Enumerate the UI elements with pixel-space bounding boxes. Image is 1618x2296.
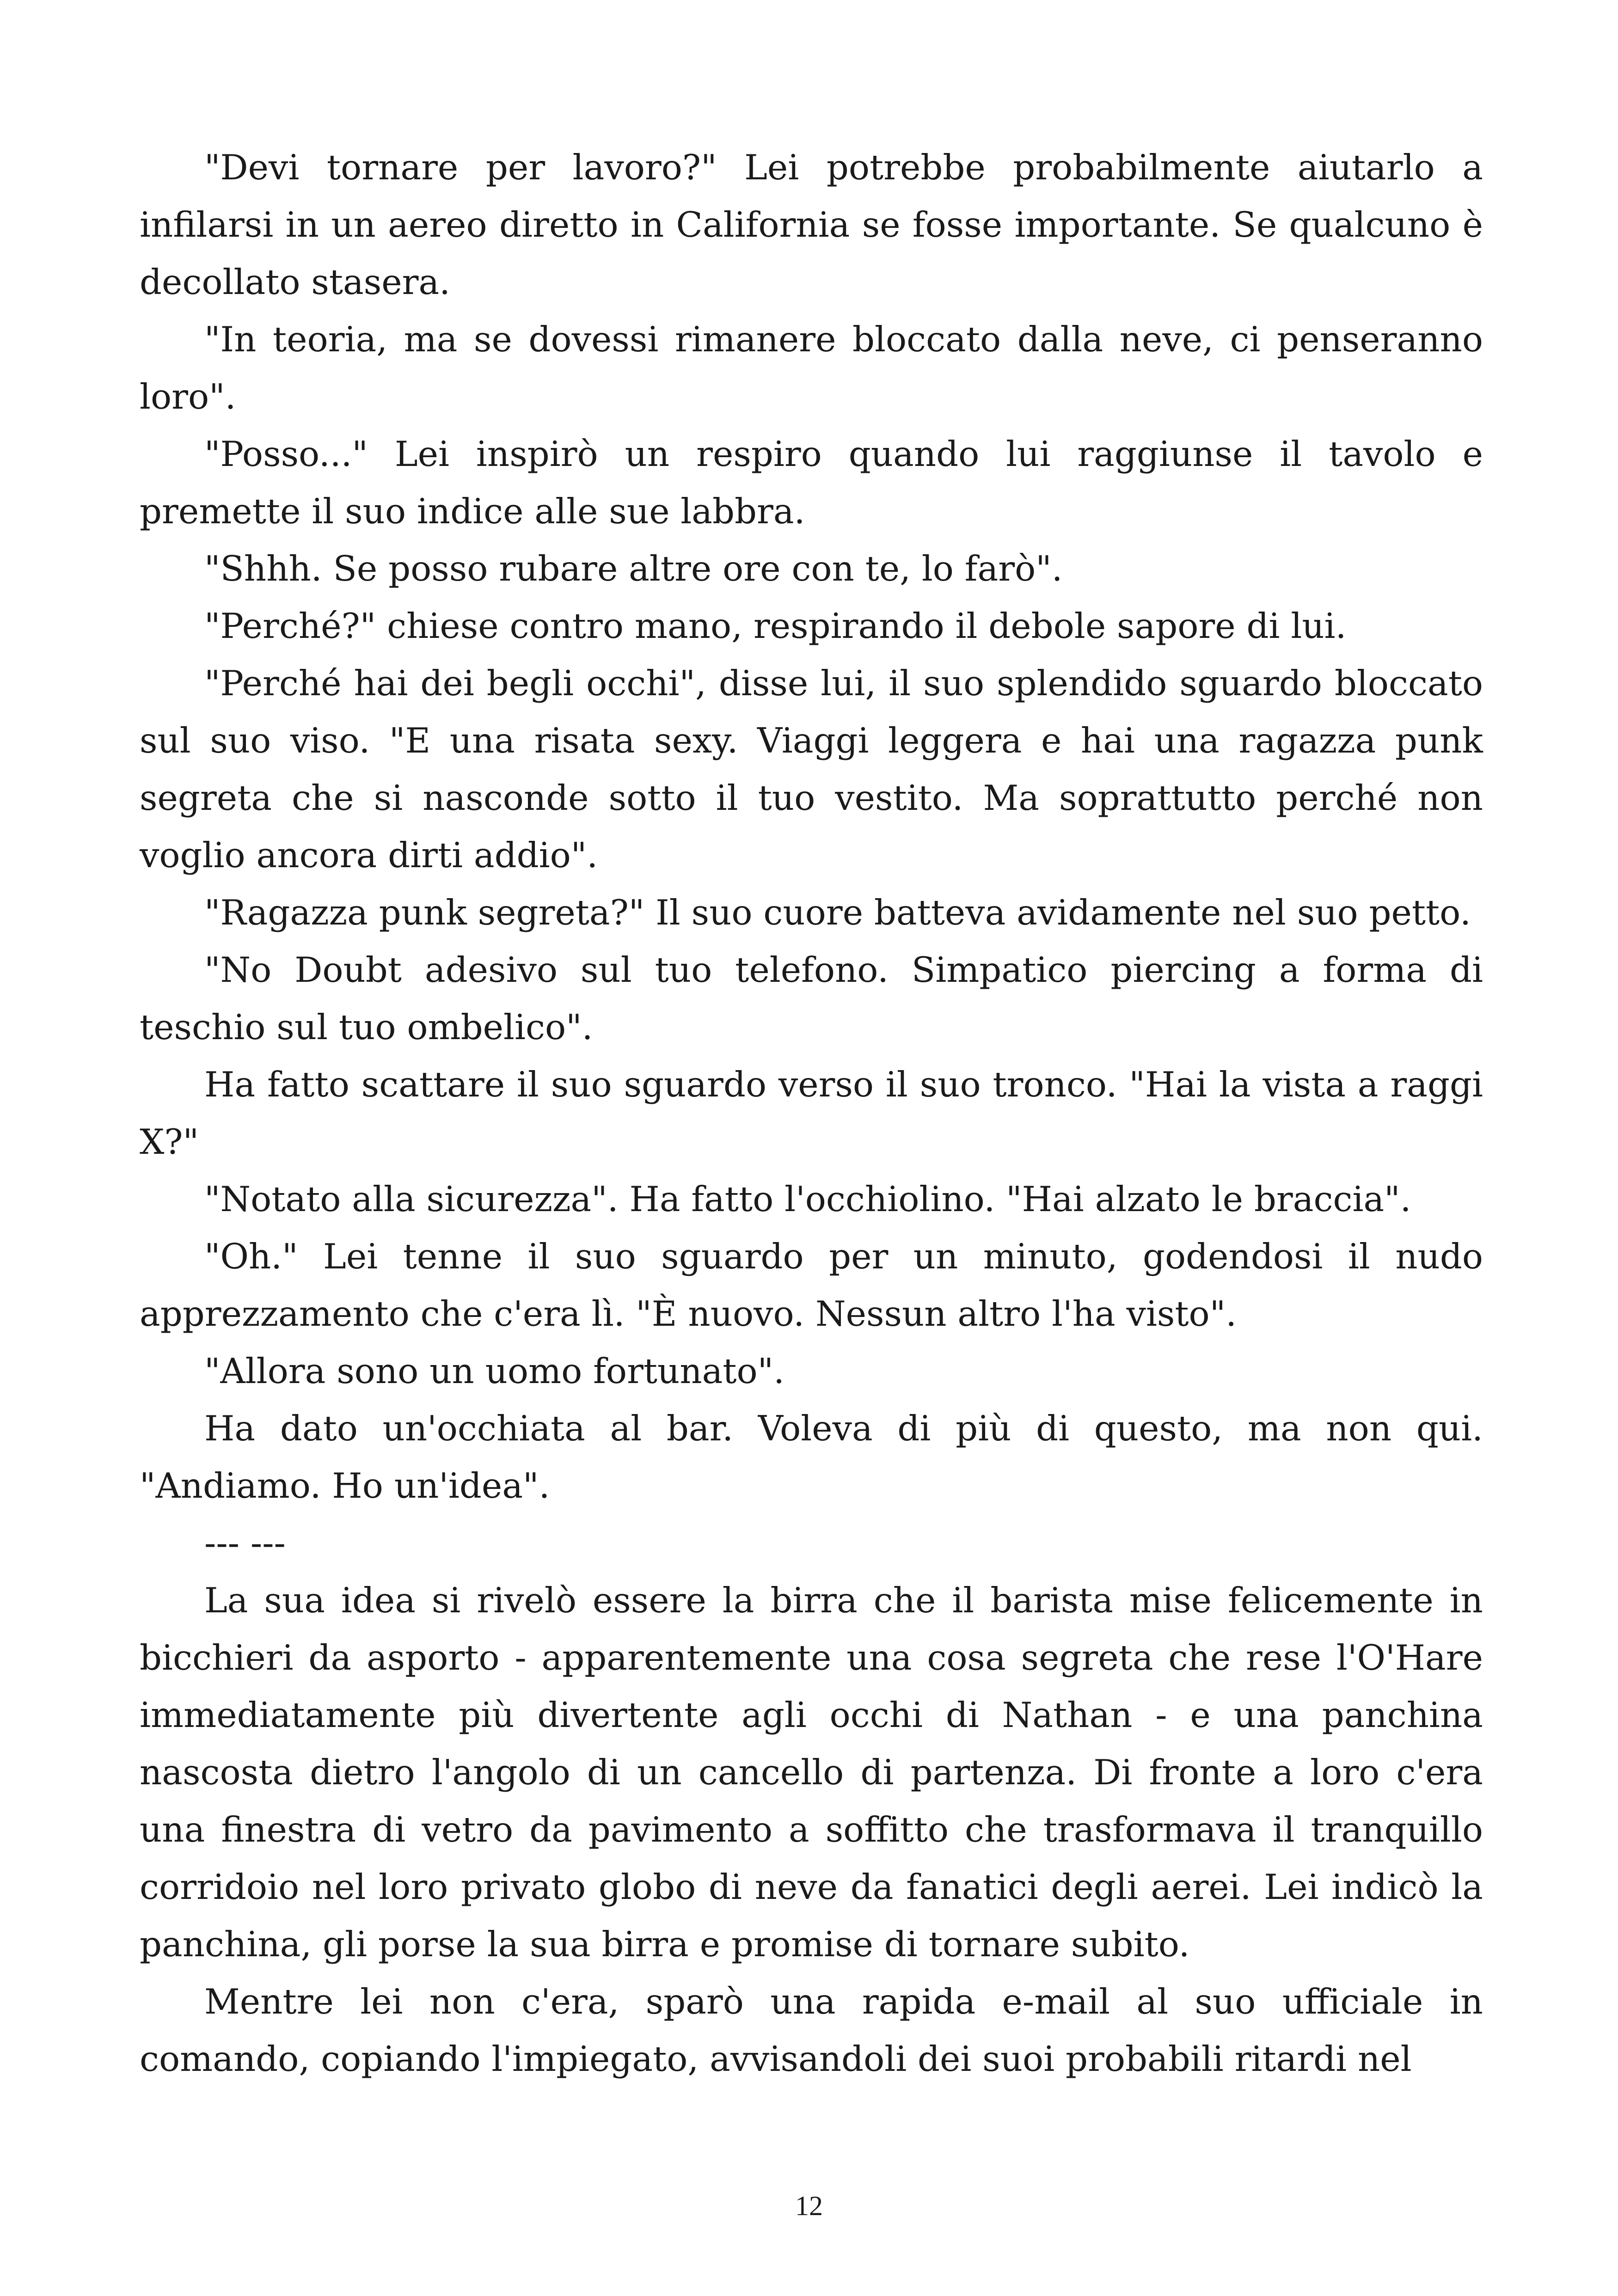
paragraph: "Posso..." Lei inspirò un respiro quando lui raggiunse il tavolo e premette il suo indice alle sue labbra.: [140, 434, 1483, 532]
page-number: 12: [795, 2191, 823, 2221]
paragraph: La sua idea si rivelò essere la birra che il barista mise felicemente in bicchieri da asporto - apparentemente una cosa segreta che rese l'O'Hare immediatamente più divertente agli occhi di Nathan - e una panchina nascosta dietro l'angolo di un cancello di partenza. Di fronte a loro c'era una finestra di vetro da pavimento a soffitto che trasformava il tranquillo corridoio nel loro privato globo di neve da fanatici degli aerei. Lei indicò la panchina, gli porse la sua birra e promise di tornare subito.: [140, 1580, 1483, 1965]
scene-break: --- ---: [204, 1523, 286, 1563]
paragraph: Ha dato un'occhiata al bar. Voleva di più di questo, ma non qui. "Andiamo. Ho un'idea".: [140, 1408, 1483, 1506]
paragraph: "Allora sono un uomo fortunato".: [204, 1351, 785, 1391]
paragraph: "Oh." Lei tenne il suo sguardo per un minuto, godendosi il nudo apprezzamento che c'era lì. "È nuovo. Nessun altro l'ha visto".: [140, 1236, 1483, 1334]
paragraph: "No Doubt adesivo sul tuo telefono. Simpatico piercing a forma di teschio sul tuo ombelico".: [140, 949, 1483, 1047]
paragraph: Ha fatto scattare il suo sguardo verso il suo tronco. "Hai la vista a raggi X?": [140, 1064, 1483, 1162]
paragraph: Mentre lei non c'era, sparò una rapida e-mail al suo ufficiale in comando, copiando l'impiegato, avvisandoli dei suoi probabili ritardi nel: [140, 1981, 1483, 2079]
paragraph: "Ragazza punk segreta?" Il suo cuore batteva avidamente nel suo petto.: [204, 892, 1471, 933]
paragraph: "Devi tornare per lavoro?" Lei potrebbe probabilmente aiutarlo a infilarsi in un aereo diretto in California se fosse importante. Se qualcuno è decollato stasera.: [140, 147, 1483, 302]
paragraph: "Shhh. Se posso rubare altre ore con te, lo farò".: [204, 548, 1063, 589]
body-text: [140, 139, 1483, 2088]
paragraph: "Perché?" chiese contro mano, respirando il debole sapore di lui.: [204, 606, 1347, 646]
paragraph: "Perché hai dei begli occhi", disse lui, il suo splendido sguardo bloccato sul suo viso. "E una risata sexy. Viaggi leggera e hai una ragazza punk segreta che si nasconde sotto il tuo vestito. Ma soprattutto perché non voglio ancora dirti addio".: [140, 663, 1483, 876]
paragraph: "Notato alla sicurezza". Ha fatto l'occhiolino. "Hai alzato le braccia".: [204, 1179, 1411, 1219]
paragraph: "In teoria, ma se dovessi rimanere bloccato dalla neve, ci penseranno loro".: [140, 319, 1483, 417]
